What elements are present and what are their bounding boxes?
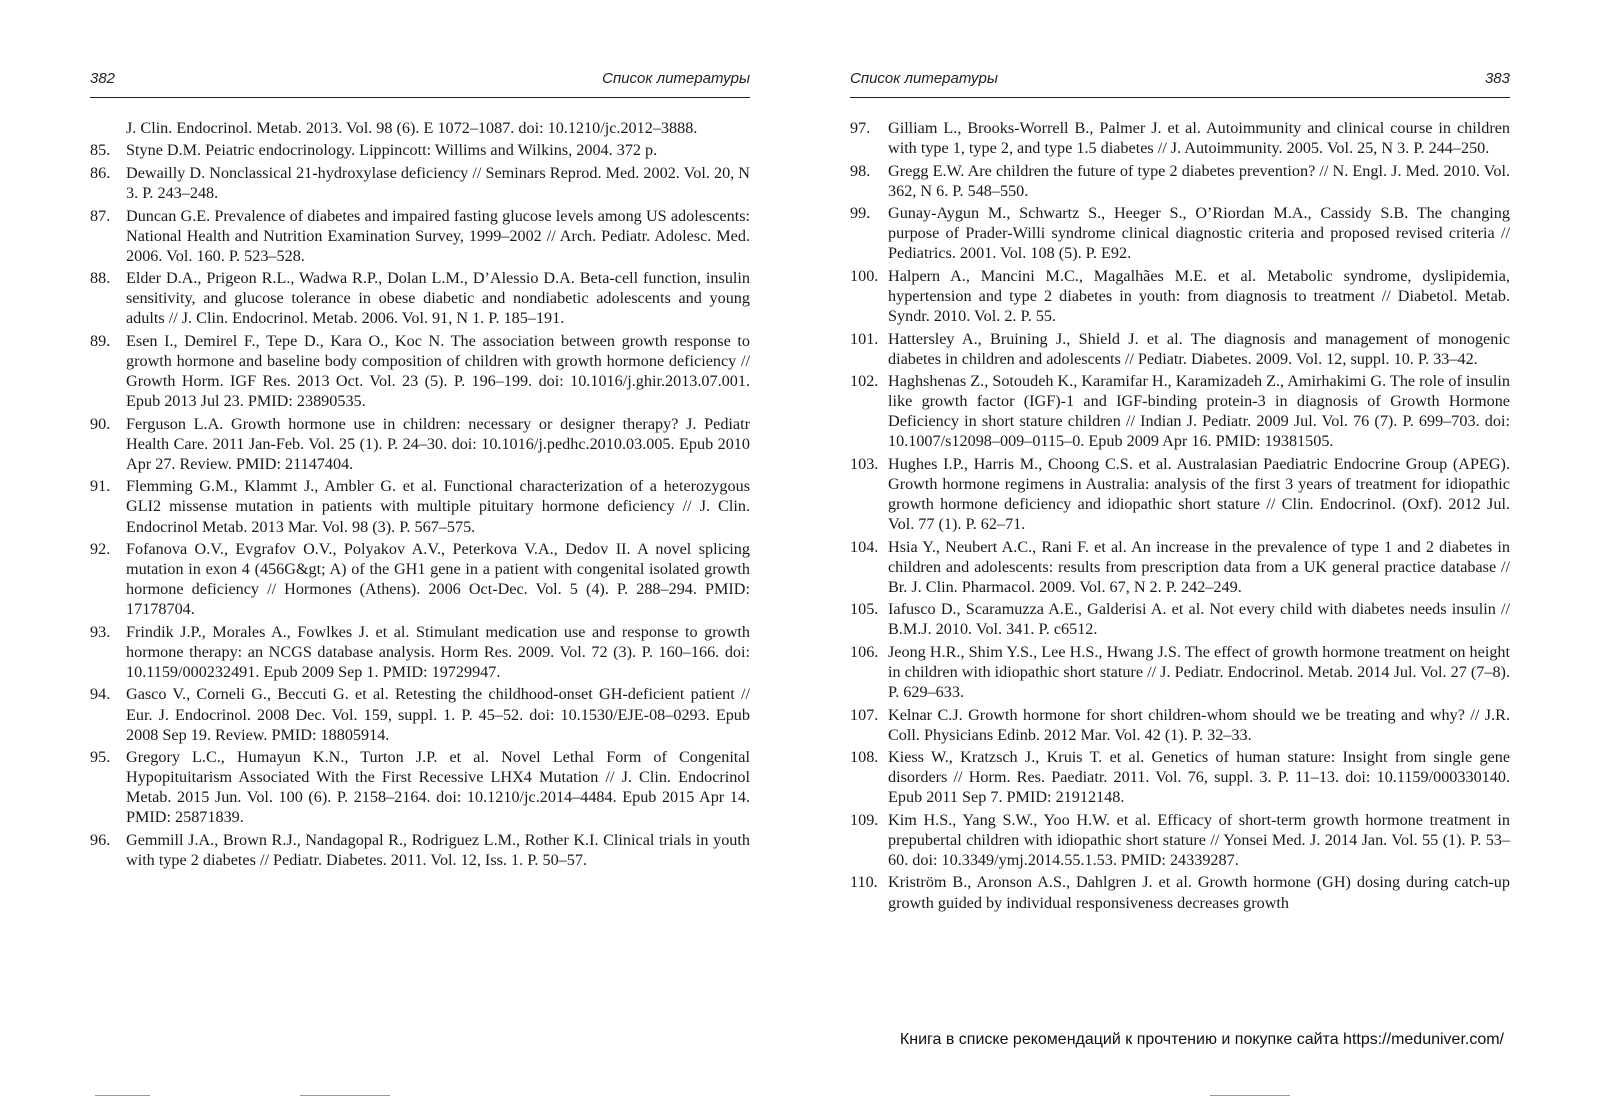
- reference-text: Kim H.S., Yang S.W., Yoo H.W. et al. Efficacy of short-term growth hormone treatment in prepubertal children with idiopathic short stature // Yonsei Med. J. 2014 Jan. Vol. 55 (1). P. 53–60. doi: 10.3349/ymj.2014.55.1.53. PMID: 24339287.: [888, 810, 1510, 869]
- reference-number: 105.: [850, 600, 879, 619]
- reference-text: Fofanova O.V., Evgrafov O.V., Polyakov A.V., Peterkova V.A., Dedov II. A novel splicing mutation in exon 4 (456G&gt; A) of the GH1 gene in a patient with congenital isolated growth hormone deficiency // Hormones (Athens). 2006 Oct-Dec. Vol. 5 (4). P. 288–294. PMID: 17178704.: [126, 540, 750, 619]
- reference-text: Duncan G.E. Prevalence of diabetes and impaired fasting glucose levels among US adolescents: National Health and Nutrition Examination Survey, 1999–2002 // Arch. Pediatr. Adolesc. Med. 2006. Vol. 160. P. 523–528.: [126, 206, 750, 265]
- reference-number: 85.: [90, 141, 111, 160]
- reference-text: Dewailly D. Nonclassical 21-hydroxylase deficiency // Seminars Reprod. Med. 2002. Vol. 20, N 3. P. 243–248.: [126, 163, 750, 203]
- reference-entry: [850, 747, 1510, 807]
- scan-artifact: [1210, 1095, 1290, 1096]
- reference-text: Styne D.M. Peiatric endocrinology. Lippincott: Willims and Wilkins, 2004. 372 p.: [126, 141, 658, 160]
- reference-number: 88.: [90, 269, 111, 288]
- reference-text: Flemming G.M., Klammt J., Ambler G. et al. Functional characterization of a heterozygous GLI2 missense mutation in patients with multiple pituitary hormone deficiency // J. Clin. Endocrinol Metab. 2013 Mar. Vol. 98 (3). P. 567–575.: [126, 477, 750, 536]
- reference-number: 96.: [90, 830, 111, 849]
- reference-text: Halpern A., Mancini M.C., Magalhães M.E. et al. Metabolic syndrome, dyslipidemia, hypertension and type 2 diabetes in youth: from diagnosis to treatment // Diabetol. Metab. Syndr. 2010. Vol. 2. P. 55.: [888, 266, 1510, 326]
- reference-number: 95.: [90, 748, 111, 767]
- reference-number: 108.: [850, 748, 879, 767]
- reference-entry: [90, 684, 750, 744]
- left-page: [90, 70, 750, 872]
- reference-entry: [90, 268, 750, 328]
- reference-text: Kriström B., Aronson A.S., Dahlgren J. et al. Growth hormone (GH) dosing during catch-up growth guided by individual responsiveness decreases growth: [888, 873, 1510, 912]
- reference-entry: [90, 163, 750, 203]
- reference-continuation: J. Clin. Endocrinol. Metab. 2013. Vol. 98 (6). E 1072–1087. doi: 10.1210/jc.2012–3888.: [126, 119, 698, 137]
- reference-number: 106.: [850, 642, 879, 661]
- reference-entry: [850, 642, 1510, 702]
- reference-text: Iafusco D., Scaramuzza A.E., Galderisi A. et al. Not every child with diabetes needs insulin // B.M.J. 2010. Vol. 341. P. c6512.: [888, 600, 1510, 639]
- reference-entry: [90, 206, 750, 266]
- reference-number: 93.: [90, 622, 111, 641]
- right-running-head: [850, 70, 1510, 98]
- reference-entry: [90, 331, 750, 411]
- reference-entry: [90, 476, 750, 536]
- right-reference-list: [850, 118, 1510, 913]
- reference-number: 103.: [850, 454, 879, 473]
- reference-entry: [850, 872, 1510, 912]
- reference-number: 86.: [90, 163, 111, 182]
- reference-number: 92.: [90, 540, 111, 558]
- reference-entry: [850, 599, 1510, 639]
- reference-text: Haghshenas Z., Sotoudeh K., Karamifar H., Karamizadeh Z., Amirhakimi G. The role of insulin like growth factor (IGF)-1 and IGF-binding protein-3 in diagnosis of Growth Hormone Deficiency in short stature children // Indian J. Pediatr. 2009 Jul. Vol. 76 (7). P. 699–703. doi: 10.1007/s12098–009–0115–0. Epub 2009 Apr 16. PMID: 19381505.: [888, 372, 1510, 451]
- reference-entry: [90, 140, 750, 160]
- reference-number: 102.: [850, 372, 879, 391]
- left-header-title: Список литературы: [602, 70, 750, 87]
- reference-text: Hughes I.P., Harris M., Choong C.S. et al. Australasian Paediatric Endocrine Group (APEG). Growth hormone regimens in Australia: analysis of the first 3 years of treatment for idiopathic growth hormone deficiency and idiopathic short stature // Clin. Endocrinol. (Oxf). 2012 Jul. Vol. 77 (1). P. 62–71.: [888, 454, 1510, 534]
- reference-entry: [90, 747, 750, 827]
- left-page-number: 382: [90, 70, 116, 87]
- reference-text: Elder D.A., Prigeon R.L., Wadwa R.P., Dolan L.M., D’Alessio D.A. Beta-cell function, insulin sensitivity, and glucose tolerance in obese diabetic and nondiabetic adolescents and young adults // J. Clin. Endocrinol. Metab. 2006. Vol. 91, N 1. P. 185–191.: [126, 269, 750, 328]
- reference-text: Gregory L.C., Humayun K.N., Turton J.P. et al. Novel Lethal Form of Congenital Hypopituitarism Associated With the First Recessive LHX4 Mutation // J. Clin. Endocrinol Metab. 2015 Jun. Vol. 100 (6). P. 2158–2164. doi: 10.1210/jc.2014–4484. Epub 2015 Apr 14. PMID: 25871839.: [126, 748, 750, 827]
- reference-text: Gasco V., Corneli G., Beccuti G. et al. Retesting the childhood-onset GH-deficient patient // Eur. J. Endocrinol. 2008 Dec. Vol. 159, suppl. 1. P. 45–52. doi: 10.1530/EJE-08–0293. Epub 2008 Sep 19. Review. PMID: 18805914.: [126, 685, 750, 744]
- reference-number: 87.: [90, 206, 111, 225]
- left-reference-list: [90, 118, 750, 870]
- right-header-title: Список литературы: [850, 70, 998, 87]
- reference-entry: [90, 539, 750, 619]
- reference-text: Gregg E.W. Are children the future of type 2 diabetes prevention? // N. Engl. J. Med. 2010. Vol. 362, N 6. P. 548–550.: [888, 161, 1510, 200]
- reference-entry: [850, 329, 1510, 369]
- reference-number: 107.: [850, 705, 879, 724]
- reference-number: 99.: [850, 204, 871, 223]
- reference-number: 91.: [90, 477, 111, 496]
- reference-text: Kelnar C.J. Growth hormone for short children-whom should we be treating and why? // J.R. Coll. Physicians Edinb. 2012 Mar. Vol. 42 (1). P. 32–33.: [888, 705, 1510, 744]
- reference-text: Gilliam L., Brooks-Worrell B., Palmer J. et al. Autoimmunity and clinical course in children with type 1, type 2, and type 1.5 diabetes // J. Autoimmunity. 2005. Vol. 25, N 3. P. 244–250.: [888, 119, 1510, 158]
- reference-number: 89.: [90, 331, 111, 350]
- reference-text: Hsia Y., Neubert A.C., Rani F. et al. An increase in the prevalence of type 1 and 2 diabetes in children and adolescents: results from prescription data from a UK general practice database // Br. J. Clin. Pharmacol. 2009. Vol. 67, N 2. P. 242–249.: [888, 537, 1510, 596]
- right-page: [850, 70, 1510, 915]
- reference-text: Gemmill J.A., Brown R.J., Nandagopal R., Rodriguez L.M., Rother K.I. Clinical trials in youth with type 2 diabetes // Pediatr. Diabetes. 2011. Vol. 12, Iss. 1. P. 50–57.: [126, 830, 750, 869]
- reference-entry: [850, 705, 1510, 745]
- reference-text: Hattersley A., Bruining J., Shield J. et al. The diagnosis and management of monogenic diabetes in children and adolescents // Pediatr. Diabetes. 2009. Vol. 12, suppl. 10. P. 33–42.: [888, 329, 1510, 368]
- left-running-head: [90, 70, 750, 98]
- reference-text: Esen I., Demirel F., Tepe D., Kara O., Koc N. The association between growth response to growth hormone and baseline body composition of children with growth hormone deficiency // Growth Horm. IGF Res. 2013 Oct. Vol. 23 (5). P. 196–199. doi: 10.1016/j.ghir.2013.07.001. Epub 2013 Jul 23. PMID: 23890535.: [126, 331, 750, 411]
- reference-number: 90.: [90, 414, 111, 433]
- reference-number: 98.: [850, 161, 871, 180]
- right-page-number: 383: [1484, 70, 1510, 87]
- reference-entry: [850, 454, 1510, 534]
- reference-entry: [850, 203, 1510, 263]
- reference-entry: [850, 266, 1510, 326]
- footer-note: Книга в списке рекомендаций к прочтению и покупке сайта https://meduniver.com/: [899, 1031, 1504, 1048]
- reference-number: 101.: [850, 329, 879, 348]
- reference-entry: [90, 414, 750, 474]
- reference-entry: [850, 118, 1510, 158]
- reference-number: 97.: [850, 119, 871, 137]
- reference-text: Jeong H.R., Shim Y.S., Lee H.S., Hwang J.S. The effect of growth hormone treatment on height in children with idiopathic short stature // J. Pediatr. Endocrinol. Metab. 2014 Jul. Vol. 27 (7–8). P. 629–633.: [888, 642, 1510, 702]
- reference-entry: [850, 161, 1510, 201]
- scan-artifact: [95, 1095, 150, 1096]
- reference-number: 109.: [850, 810, 879, 829]
- reference-number: 100.: [850, 266, 879, 285]
- reference-number: 94.: [90, 685, 111, 704]
- scan-artifact: [300, 1095, 390, 1096]
- reference-number: 110.: [850, 873, 878, 892]
- reference-entry: [850, 537, 1510, 597]
- reference-text: Kiess W., Kratzsch J., Kruis T. et al. Genetics of human stature: Insight from single gene disorders // Horm. Res. Paediatr. 2011. Vol. 76, suppl. 3. P. 11–13. doi: 10.1159/000330140. Epub 2011 Sep 7. PMID: 21912148.: [888, 748, 1510, 807]
- reference-text: Frindik J.P., Morales A., Fowlkes J. et al. Stimulant medication use and response to growth hormone therapy: an NCGS database analysis. Horm Res. 2009. Vol. 72 (3). P. 160–166. doi: 10.1159/000232491. Epub 2009 Sep 1. PMID: 19729947.: [126, 622, 750, 681]
- reference-entry: [850, 371, 1510, 451]
- reference-text: Gunay-Aygun M., Schwartz S., Heeger S., O’Riordan M.A., Cassidy S.B. The changing purpose of Prader-Willi syndrome clinical diagnostic criteria and proposed revised criteria // Pediatrics. 2001. Vol. 108 (5). P. E92.: [888, 204, 1510, 263]
- reference-entry: [90, 622, 750, 682]
- reference-entry: [850, 810, 1510, 870]
- reference-text: Ferguson L.A. Growth hormone use in children: necessary or designer therapy? J. Pediatr Health Care. 2011 Jan-Feb. Vol. 25 (1). P. 24–30. doi: 10.1016/j.pedhc.2010.03.005. Epub 2010 Apr 27. Review. PMID: 21147404.: [126, 414, 750, 473]
- reference-number: 104.: [850, 537, 879, 556]
- reference-entry: [90, 830, 750, 870]
